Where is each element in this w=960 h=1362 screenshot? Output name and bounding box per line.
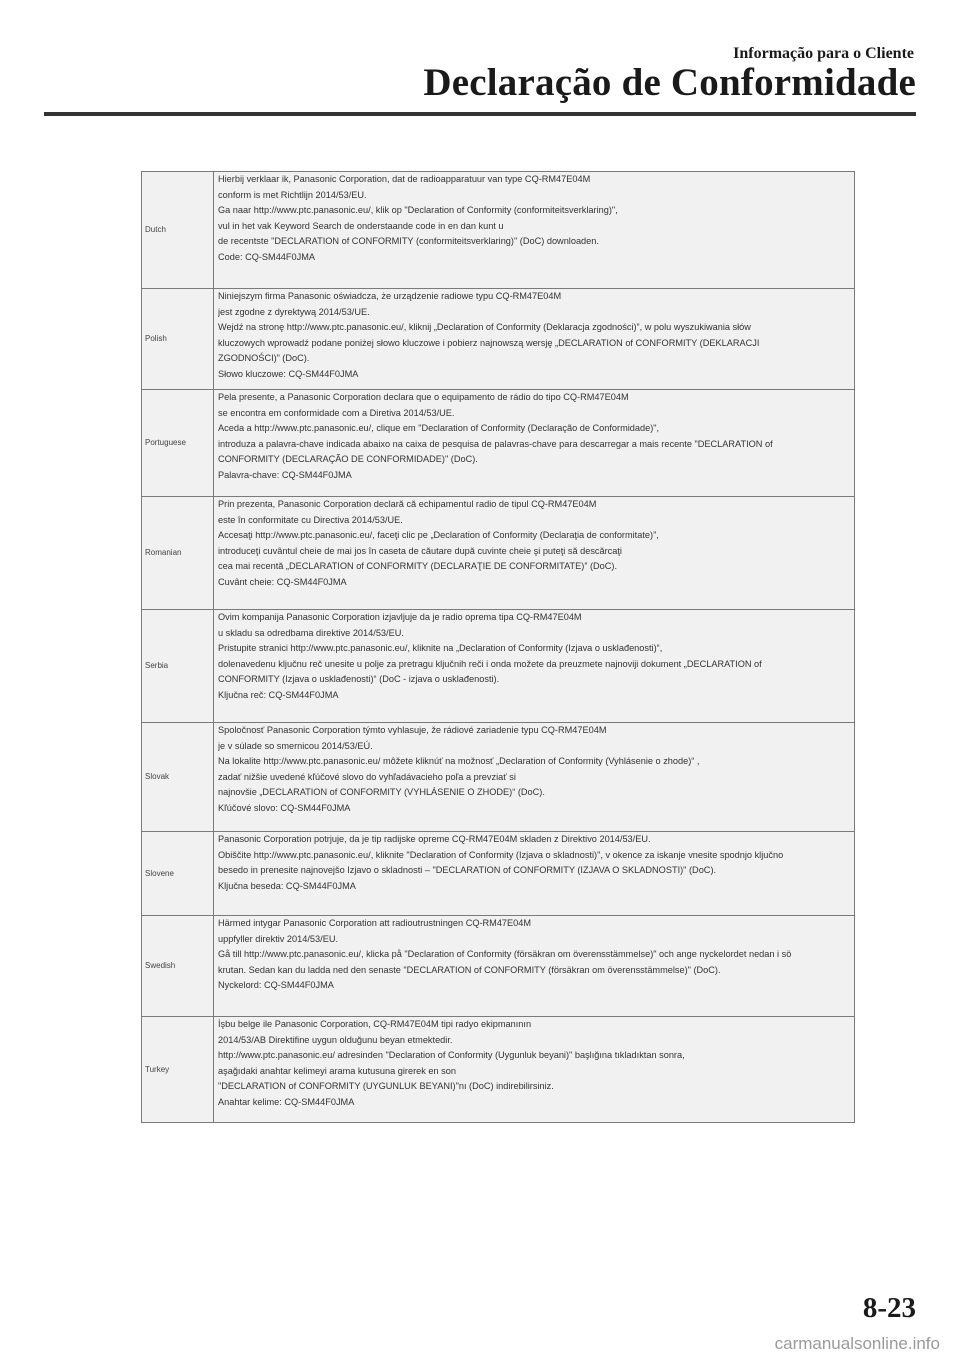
declaration-line: Ga naar http://www.ptc.panasonic.eu/, klik op "Declaration of Conformity (conformiteitsverklaring)",	[218, 205, 618, 216]
declaration-line: cea mai recentă „DECLARATION of CONFORMITY (DECLARAŢIE DE CONFORMITATE)” (DoC).	[218, 561, 618, 572]
table-row	[142, 497, 855, 610]
declaration-text	[214, 723, 855, 832]
declaration-line: ZGODNOŚCI)” (DoC).	[218, 353, 310, 364]
declaration-line: Pela presente, a Panasonic Corporation declara que o equipamento de rádio do tipo CQ-RM47E04M	[218, 392, 629, 402]
declaration-line: Spoločnosť Panasonic Corporation týmto vyhlasuje, že rádiové zariadenie typu CQ-RM47E04M	[218, 725, 607, 735]
language-label: Slovak	[142, 723, 214, 832]
table-row	[142, 1017, 855, 1123]
declaration-line: aşağıdaki anahtar kelimeyi arama kutusuna girerek en son	[218, 1065, 456, 1076]
declaration-line: Accesaţi http://www.ptc.panasonic.eu/, faceţi clic pe „Declaration of Conformity (Declaraţia de conformitate)”,	[218, 530, 659, 541]
declaration-line: CONFORMITY (DECLARAÇÃO DE CONFORMIDADE)" (DoC).	[218, 454, 478, 465]
declaration-line: Ključna reč: CQ-SM44F0JMA	[218, 689, 339, 700]
table-row	[142, 172, 855, 289]
declaration-line: krutan. Sedan kan du ladda ned den senaste "DECLARATION of CONFORMITY (försäkran om överensstämmelse)" (DoC).	[218, 964, 721, 975]
declaration-line: Obiščite http://www.ptc.panasonic.eu/, kliknite "Declaration of Conformity (Izjava o skladnosti)", v okence za iskanje vnesite spodnjo ključno	[218, 849, 784, 860]
declaration-line: besedo in prenesite najnovejšo Izjavo o skladnosti – "DECLARATION of CONFORMITY (IZJAVA O SKLADNOSTI)" (DoC).	[218, 865, 717, 876]
table-row	[142, 610, 855, 723]
declaration-line: Code: CQ-SM44F0JMA	[218, 251, 316, 262]
declaration-line: Wejdź na stronę http://www.ptc.panasonic.eu/, kliknij „Declaration of Conformity (Deklaracja zgodności)”, w polu wyszukiwania słów	[218, 322, 751, 333]
declaration-line: Ključna beseda: CQ-SM44F0JMA	[218, 880, 356, 891]
declaration-line: uppfyller direktiv 2014/53/EU.	[218, 933, 339, 944]
declaration-line: zadať nižšie uvedené kľúčové slovo do vyhľadávacieho poľa a prevziať si	[218, 771, 516, 782]
declaration-text	[214, 497, 855, 610]
table-row	[142, 289, 855, 390]
declaration-line: Panasonic Corporation potrjuje, da je tip radijske opreme CQ-RM47E04M skladen z Direktivo 2014/53/EU.	[218, 834, 651, 844]
declaration-text	[214, 289, 855, 390]
declaration-line: este în conformitate cu Directiva 2014/53/UE.	[218, 514, 403, 525]
declaration-line: İşbu belge ile Panasonic Corporation, CQ-RM47E04M tipi radyo ekipmanının	[218, 1019, 532, 1029]
table-row	[142, 390, 855, 497]
declaration-line: http://www.ptc.panasonic.eu/ adresinden "Declaration of Conformity (Uygunluk beyani)" başlığına tıkladıktan sonra,	[218, 1050, 685, 1061]
declaration-line: najnovšie „DECLARATION of CONFORMITY (VYHLÁSENIE O ZHODE)“ (DoC).	[218, 787, 545, 798]
declaration-line: se encontra em conformidade com a Diretiva 2014/53/UE.	[218, 407, 455, 418]
header-divider	[44, 112, 916, 116]
declaration-line: Kľúčové slovo: CQ-SM44F0JMA	[218, 802, 351, 813]
declaration-line: conform is met Richtlijn 2014/53/EU.	[218, 189, 367, 200]
declaration-line: introduza a palavra-chave indicada abaixo na caixa de pesquisa de palavras-chave para descarregar a mais recente "DECLARATION of	[218, 438, 773, 449]
watermark: carmanualsonline.info	[774, 1334, 940, 1353]
declaration-line: Ovim kompanija Panasonic Corporation izjavljuje da je radio oprema tipa CQ-RM47E04M	[218, 612, 582, 622]
declaration-line: introduceţi cuvântul cheie de mai jos în caseta de căutare după cuvinte cheie şi puteţi să descărcaţi	[218, 545, 622, 556]
language-label: Portuguese	[142, 390, 214, 497]
declaration-line: Anahtar kelime: CQ-SM44F0JMA	[218, 1096, 355, 1107]
language-label: Dutch	[142, 172, 214, 289]
table-row	[142, 916, 855, 1017]
declaration-line: je v súlade so smernicou 2014/53/EÚ.	[218, 740, 373, 751]
language-label: Turkey	[142, 1017, 214, 1123]
declaration-line: Słowo kluczowe: CQ-SM44F0JMA	[218, 368, 359, 379]
declaration-line: Härmed intygar Panasonic Corporation att radioutrustningen CQ-RM47E04M	[218, 918, 532, 928]
declaration-line: Prin prezenta, Panasonic Corporation declară că echipamentul radio de tipul CQ-RM47E04M	[218, 499, 597, 509]
table-row	[142, 832, 855, 916]
declaration-line: "DECLARATION of CONFORMITY (UYGUNLUK BEYANI)"nı (DoC) indirebilirsiniz.	[218, 1081, 554, 1092]
language-label: Swedish	[142, 916, 214, 1017]
declaration-line: jest zgodne z dyrektywą 2014/53/UE.	[218, 306, 370, 317]
declaration-line: Hierbij verklaar ik, Panasonic Corporation, dat de radioapparatuur van type CQ-RM47E04M	[218, 174, 591, 184]
section-subtitle: Informação para o Cliente	[733, 45, 914, 62]
declaration-line: Aceda a http://www.ptc.panasonic.eu/, clique em "Declaration of Conformity (Declaração de Conformidade)",	[218, 423, 660, 434]
declaration-line: u skladu sa odredbama direktive 2014/53/EU.	[218, 627, 404, 638]
table-row	[142, 723, 855, 832]
declaration-line: dolenavedenu ključnu reč unesite u polje za pretragu ključnih reči i onda možete da preuzmete najnoviji dokument „DECLARATION of	[218, 658, 762, 669]
declaration-line: vul in het vak Keyword Search de onderstaande code in en dan kunt u	[218, 220, 504, 231]
declaration-text	[214, 1017, 855, 1123]
language-label: Slovene	[142, 832, 214, 916]
page-number: 8-23	[862, 1292, 916, 1324]
declaration-line: Pristupite stranici http://www.ptc.panasonic.eu/, kliknite na „Declaration of Conformity (Izjava o usklađenosti)“,	[218, 643, 663, 654]
language-label: Serbia	[142, 610, 214, 723]
declaration-text	[214, 172, 855, 289]
page-title: Declaração de Conformidade	[423, 61, 916, 104]
declaration-line: kluczowych wprowadź podane poniżej słowo kluczowe i pobierz najnowszą wersję „DECLARATION of CONFORMITY (DEKLARACJI	[218, 337, 760, 348]
declaration-text	[214, 610, 855, 723]
declaration-line: Na lokalite http://www.ptc.panasonic.eu/ môžete kliknúť na možnosť „Declaration of Conformity (Vyhlásenie o zhode)“ ,	[218, 756, 700, 767]
language-label: Polish	[142, 289, 214, 390]
declaration-line: Niniejszym firma Panasonic oświadcza, że urządzenie radiowe typu CQ-RM47E04M	[218, 291, 562, 301]
declaration-line: Palavra-chave: CQ-SM44F0JMA	[218, 469, 352, 480]
declaration-line: Cuvânt cheie: CQ-SM44F0JMA	[218, 576, 347, 587]
declaration-line: CONFORMITY (Izjava o usklađenosti)“ (DoC - izjava o usklađenosti).	[218, 674, 500, 685]
declaration-table	[141, 171, 855, 1123]
declaration-line: Nyckelord: CQ-SM44F0JMA	[218, 980, 334, 991]
declaration-line: de recentste "DECLARATION of CONFORMITY (conformiteitsverklaring)" (DoC) downloaden.	[218, 236, 599, 247]
declaration-line: 2014/53/AB Direktifine uygun olduğunu beyan etmektedir.	[218, 1034, 453, 1045]
declaration-line: Gå till http://www.ptc.panasonic.eu/, klicka på "Declaration of Conformity (försäkran om överensstämmelse)" och ange nyckelordet nedan i sö	[218, 949, 792, 960]
language-label: Romanian	[142, 497, 214, 610]
declaration-text	[214, 916, 855, 1017]
declaration-text	[214, 390, 855, 497]
declaration-text	[214, 832, 855, 916]
